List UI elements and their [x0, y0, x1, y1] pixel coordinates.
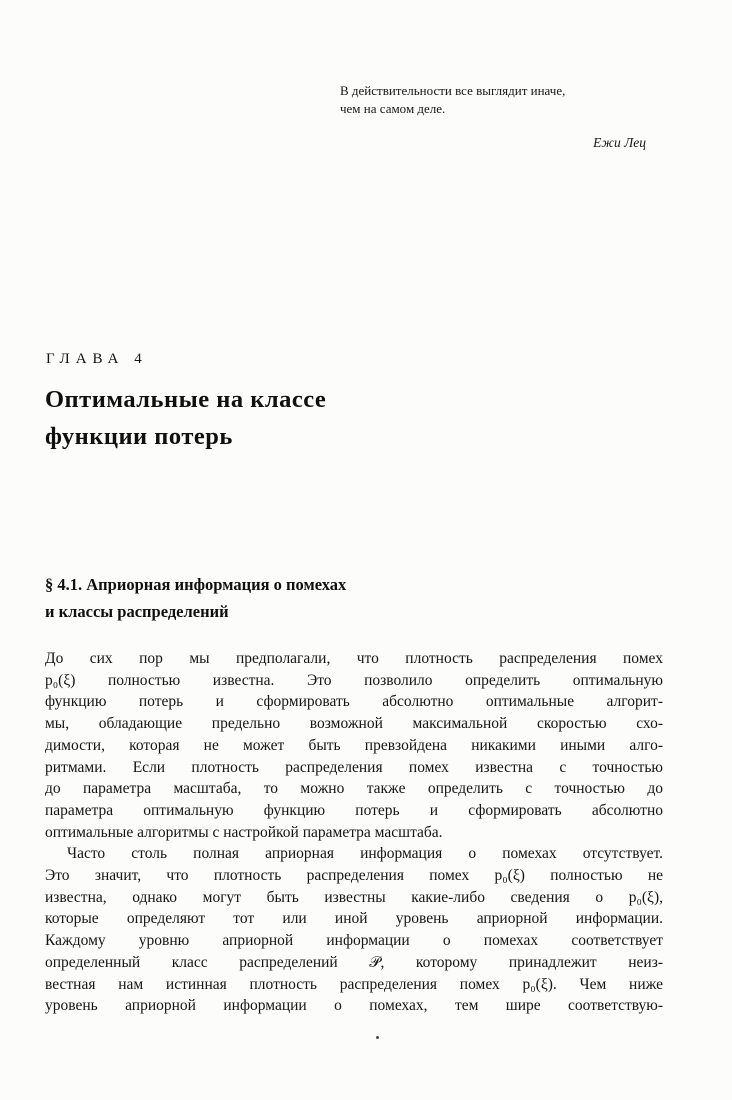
text-line: Это значит, что плотность распределения помех p₀(ξ) полностью не — [45, 867, 663, 885]
chapter-title-line: функции потерь — [45, 423, 233, 450]
text-line: вестная нам истинная плотность распределения помех p₀(ξ). Чем ниже — [45, 975, 663, 993]
text-line: уровень априорной информации о помехах, тем шире соответствую- — [45, 997, 663, 1015]
text-line: ритмами. Если плотность распределения помех известна с точностью — [45, 758, 663, 776]
section-heading-line: и классы распределений — [45, 602, 229, 621]
chapter-title — [45, 381, 326, 455]
paragraph — [45, 843, 663, 1017]
section-heading-line: § 4.1. Априорная информация о помехах — [45, 575, 347, 594]
epigraph-author: Ежи Лец — [593, 135, 646, 150]
text-line: мы, обладающие предельно возможной максимальной скоростью схо- — [45, 715, 663, 733]
text-line: p₀(ξ) полностью известна. Это позволило определить оптимальную — [45, 671, 663, 689]
text-line: функцию потерь и сформировать абсолютно оптимальные алгорит- — [45, 693, 663, 711]
epigraph-line: чем на самом деле. — [340, 100, 446, 116]
text-line: параметра оптимальную функцию потерь и сформировать абсолютно — [45, 801, 663, 819]
text-line: определенный класс распределений 𝒫, которому принадлежит неиз- — [45, 953, 663, 971]
text-line: Каждому уровню априорной информации о помехах соответствует — [45, 932, 663, 950]
text-line: известна, однако могут быть известны какие-либо сведения о p₀(ξ), — [45, 888, 663, 906]
epigraph-line: В действительности все выглядит иначе, — [340, 83, 566, 98]
page-artifact-dot — [376, 1036, 379, 1039]
chapter-title-line: Оптимальные на классе — [45, 386, 327, 413]
section-heading — [45, 571, 346, 625]
text-line: До сих пор мы предполагали, что плотность распределения помех — [45, 650, 663, 667]
chapter-label: ГЛАВА 4 — [46, 351, 148, 367]
epigraph — [340, 82, 660, 152]
text-line: до параметра масштаба, то можно также определить с точностью до — [45, 780, 663, 798]
text-line: димости, которая не может быть превзойдена никакими иными алго- — [45, 736, 663, 754]
body-text — [45, 648, 663, 1017]
paragraph — [45, 648, 663, 843]
text-line: которые определяют тот или иной уровень априорной информации. — [45, 910, 663, 928]
text-line: Часто столь полная априорная информация о помехах отсутствует. — [67, 845, 663, 863]
text-line: оптимальные алгоритмы с настройкой параметра масштаба. — [45, 823, 443, 841]
